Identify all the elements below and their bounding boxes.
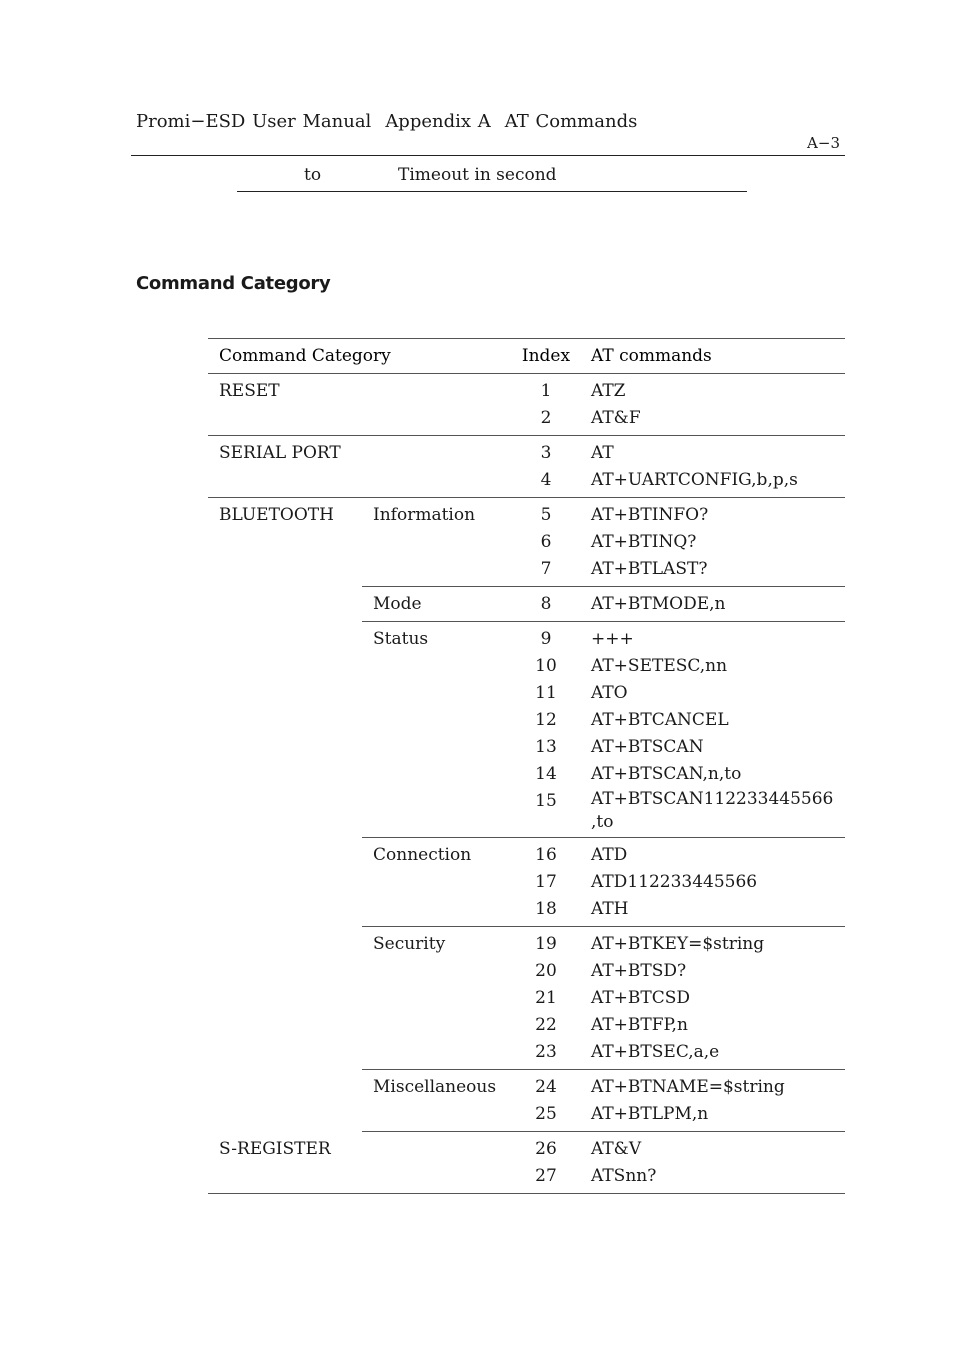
index-cell: 6 — [540, 532, 552, 552]
command-cell: ATO — [591, 683, 628, 703]
index-cell: 8 — [511, 587, 581, 622]
index-cell: 7 — [511, 556, 581, 587]
index-cell: 13 — [535, 737, 557, 757]
index-cell: 9 — [540, 629, 552, 649]
index-cell: 23 — [511, 1039, 581, 1070]
command-cell: AT+SETESC,nn — [591, 656, 728, 676]
command-cell: AT+BTCSD — [591, 988, 691, 1008]
command-cell: AT+BTSCAN112233445566 ,to — [581, 788, 845, 838]
index-cell: 5 — [540, 505, 552, 525]
command-cell: AT+BTFP,n — [591, 1015, 688, 1035]
column-header-index: Index — [511, 339, 581, 374]
command-cell: AT+BTSCAN — [591, 737, 704, 757]
command-cell: AT+UARTCONFIG,b,p,s — [581, 467, 845, 498]
index-cell: 20 — [535, 961, 557, 981]
parameter-description: Timeout in second — [398, 165, 557, 185]
command-cell: AT+BTINQ? — [591, 532, 697, 552]
command-cell: AT+BTCANCEL — [591, 710, 729, 730]
command-cell: AT+BTNAME=$string — [591, 1077, 785, 1097]
command-cell: AT+BTSD? — [591, 961, 687, 981]
subcategory-cell: Mode — [362, 587, 511, 622]
index-cell: 22 — [535, 1015, 557, 1035]
subcategory-cell: Miscellaneous — [362, 1070, 511, 1132]
command-cell: AT+BTINFO? — [591, 505, 709, 525]
table-row — [208, 498, 845, 530]
index-cell: 2 — [511, 405, 581, 436]
command-cell: AT+BTSCAN,n,to — [591, 764, 742, 784]
command-cell: ATD112233445566 — [591, 872, 758, 892]
chapter-title: AT Commands — [504, 111, 638, 132]
index-cell: 3 — [540, 443, 552, 463]
parameter-name: to — [304, 165, 322, 185]
index-cell: 16 — [535, 845, 557, 865]
subcategory-cell: Information — [362, 498, 511, 587]
index-cell: 15 — [511, 788, 581, 838]
index-cell: 11 — [535, 683, 557, 703]
index-cell: 17 — [535, 872, 557, 892]
command-cell: ATSnn? — [581, 1163, 845, 1194]
subcategory-cell: Status — [362, 622, 511, 838]
index-cell: 10 — [535, 656, 557, 676]
category-cell: BLUETOOTH — [219, 505, 334, 525]
command-cell: AT&V — [591, 1139, 642, 1159]
command-cell: AT+BTMODE,n — [581, 587, 845, 622]
category-cell: S-REGISTER — [208, 1132, 511, 1194]
table-row — [208, 1132, 845, 1164]
command-cell: AT — [591, 443, 614, 463]
parameter-row — [237, 165, 747, 192]
command-cell: AT&F — [581, 405, 845, 436]
index-cell: 21 — [535, 988, 557, 1008]
index-cell: 27 — [511, 1163, 581, 1194]
command-cell: AT+BTLPM,n — [581, 1101, 845, 1132]
table-row — [208, 374, 845, 406]
index-cell: 12 — [535, 710, 557, 730]
category-cell: RESET — [208, 374, 511, 436]
page-number: A−3 — [807, 134, 840, 152]
subcategory-cell: Connection — [362, 838, 511, 927]
command-cell: ATZ — [591, 381, 626, 401]
command-cell: AT+BTSEC,a,e — [581, 1039, 845, 1070]
command-cell: +++ — [591, 629, 634, 649]
category-cell: SERIAL PORT — [208, 436, 511, 498]
header-divider — [131, 155, 845, 156]
index-cell: 14 — [535, 764, 557, 784]
index-cell: 18 — [511, 896, 581, 927]
manual-title: Promi−ESD User Manual — [136, 111, 372, 132]
column-header-commands: AT commands — [581, 339, 845, 374]
table-header-row — [208, 339, 845, 374]
command-category-table — [208, 338, 845, 1194]
table-row — [208, 436, 845, 468]
index-cell: 1 — [540, 381, 552, 401]
index-cell: 19 — [535, 934, 557, 954]
index-cell: 26 — [535, 1139, 557, 1159]
index-cell: 25 — [511, 1101, 581, 1132]
command-cell: ATH — [581, 896, 845, 927]
appendix-label: Appendix A — [385, 111, 491, 132]
column-header-category: Command Category — [208, 339, 511, 374]
running-header — [136, 111, 637, 132]
command-cell: AT+BTKEY=$string — [591, 934, 765, 954]
command-cell: AT+BTLAST? — [581, 556, 845, 587]
command-cell: ATD — [591, 845, 628, 865]
section-heading: Command Category — [136, 273, 331, 294]
index-cell: 24 — [535, 1077, 557, 1097]
subcategory-cell: Security — [362, 927, 511, 1070]
index-cell: 4 — [511, 467, 581, 498]
